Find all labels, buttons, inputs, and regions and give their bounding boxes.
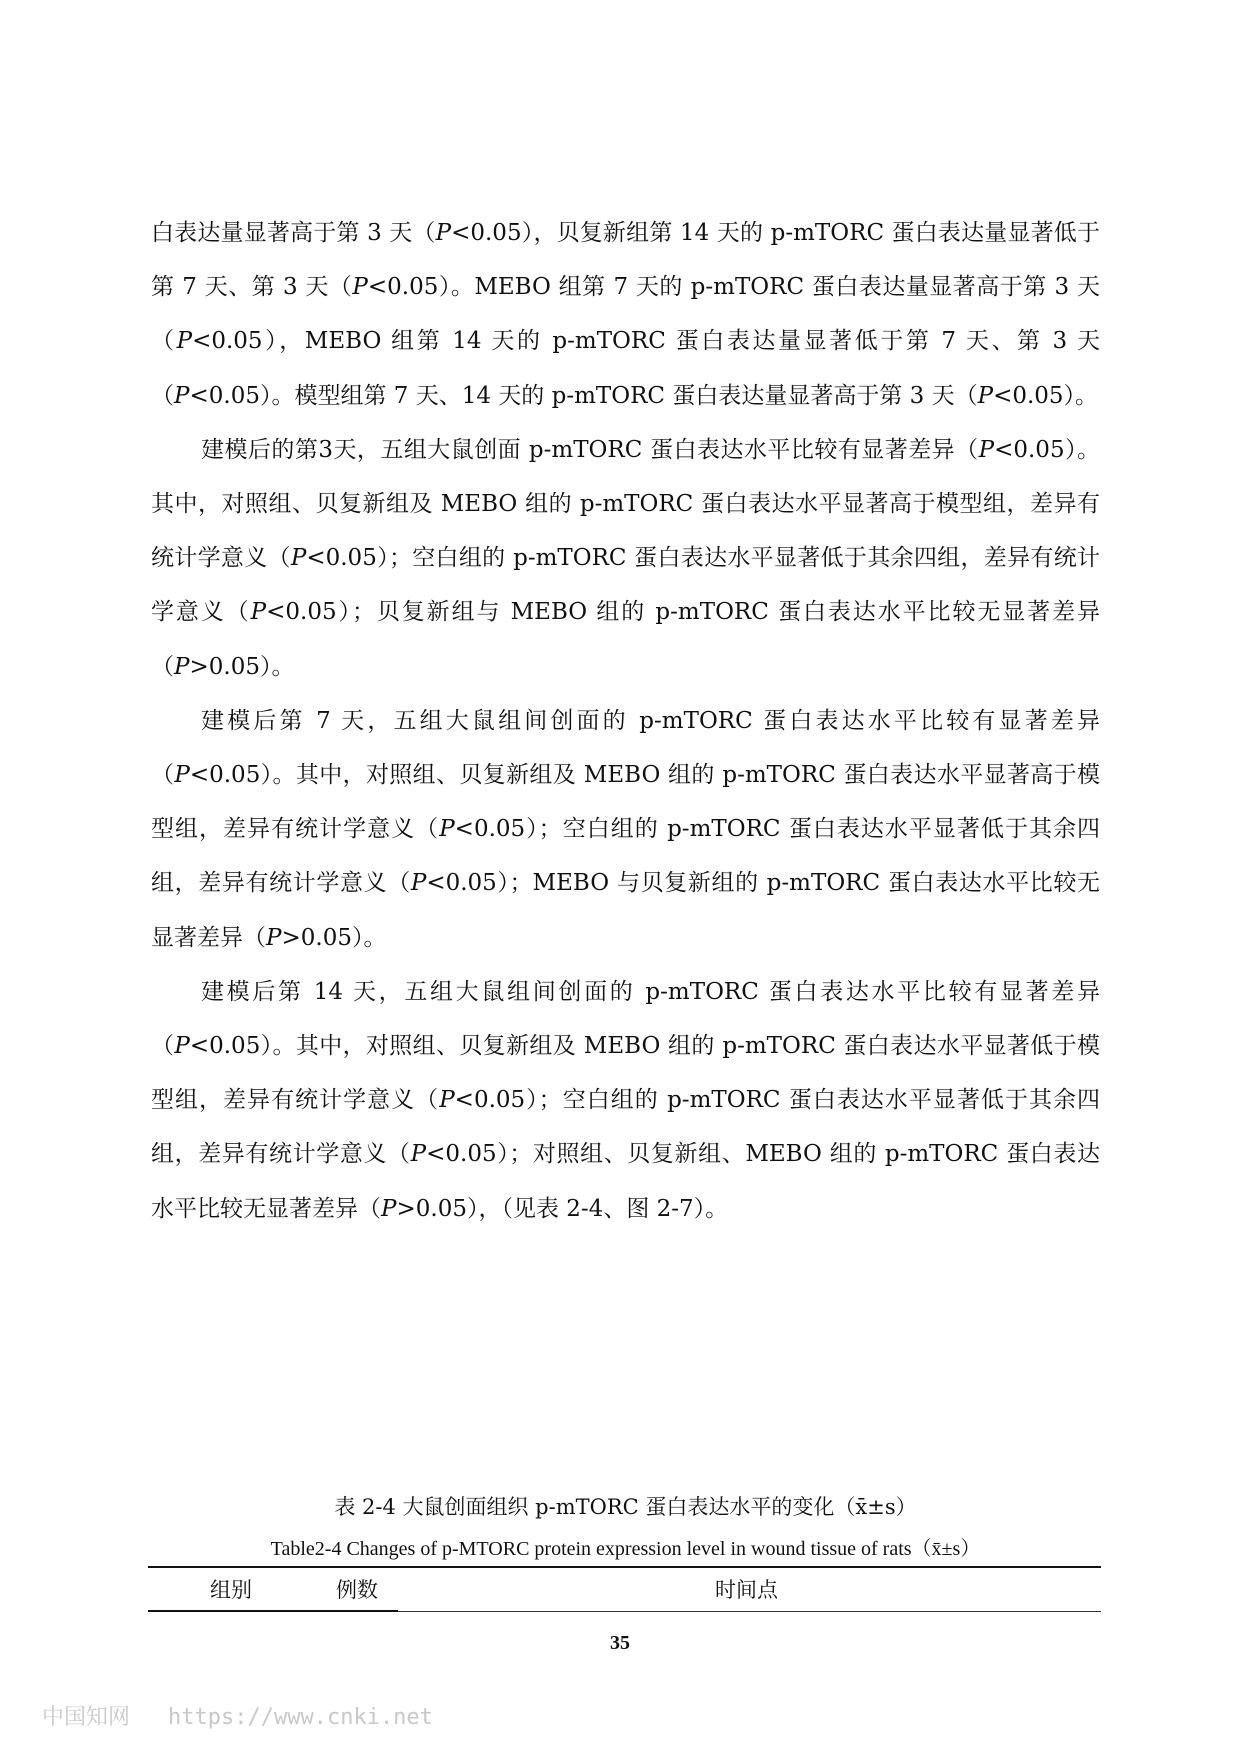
table-top-rule [148,1566,1101,1568]
watermark-url: https://www.cnki.net [168,1705,433,1730]
table-header-rule-thin [398,1611,1101,1612]
body-text [151,206,1100,1236]
cnki-watermark [42,1700,433,1731]
table-header-row [148,1571,1101,1609]
table-header-group: 组别 [210,1578,252,1602]
table-header-count: 例数 [336,1578,378,1602]
paragraph-2: 建模后的第3天，五组大鼠创面 p-mTORC 蛋白表达水平比较有显著差异（P<0.05）。其中，对照组、贝复新组及 MEBO 组的 p-mTORC 蛋白表达水平显著高于模型组，差异有统计学意义（P<0.05）；空白组的 p-mTORC 蛋白表达水平显著低于其余四组，差异有统计学意义（P<0.05）；贝复新组与 MEBO 组的 p-mTORC 蛋白表达水平比较无显著差异（P>0.05）。 [151,436,1101,680]
paragraph-1: 白表达量显著高于第 3 天（P<0.05），贝复新组第 14 天的 p-mTORC 蛋白表达量显著低于第 7 天、第 3 天（P<0.05）。MEBO 组第 7 天的 p-mTORC 蛋白表达量显著高于第 3 天（P<0.05），MEBO 组第 14 天的 p-mTORC 蛋白表达量显著低于第 7 天、第 3 天（P<0.05）。模型组第 7 天、14 天的 p-mTORC 蛋白表达量显著高于第 3 天（P<0.05）。 [151,220,1100,409]
table-caption-english: Table2-4 Changes of p-MTORC protein expression level in wound tissue of rats（x̄±s） [270,1538,981,1560]
page-number: 35 [610,1632,630,1654]
paragraph-4: 建模后第 14 天，五组大鼠组间创面的 p-mTORC 蛋白表达水平比较有显著差异（P<0.05）。其中，对照组、贝复新组及 MEBO 组的 p-mTORC 蛋白表达水平显著低于模型组，差异有统计学意义（P<0.05）；空白组的 p-mTORC 蛋白表达水平显著低于其余四组，差异有统计学意义（P<0.05）；对照组、贝复新组、MEBO 组的 p-mTORC 蛋白表达水平比较无显著差异（P>0.05），（见表 2-4、图 2-7）。 [151,978,1101,1222]
table-header-rule-thick [148,1610,398,1612]
watermark-brand: 中国知网 [42,1705,131,1730]
table-caption-chinese: 表 2-4 大鼠创面组织 p-mTORC 蛋白表达水平的变化（x̄±s） [334,1495,917,1519]
paragraph-3: 建模后第 7 天，五组大鼠组间创面的 p-mTORC 蛋白表达水平比较有显著差异（P<0.05）。其中，对照组、贝复新组及 MEBO 组的 p-mTORC 蛋白表达水平显著高于模型组，差异有统计学意义（P<0.05）；空白组的 p-mTORC 蛋白表达水平显著低于其余四组，差异有统计学意义（P<0.05）；MEBO 与贝复新组的 p-mTORC 蛋白表达水平比较无显著差异（P>0.05）。 [151,707,1101,951]
table-header-time: 时间点 [715,1578,778,1602]
